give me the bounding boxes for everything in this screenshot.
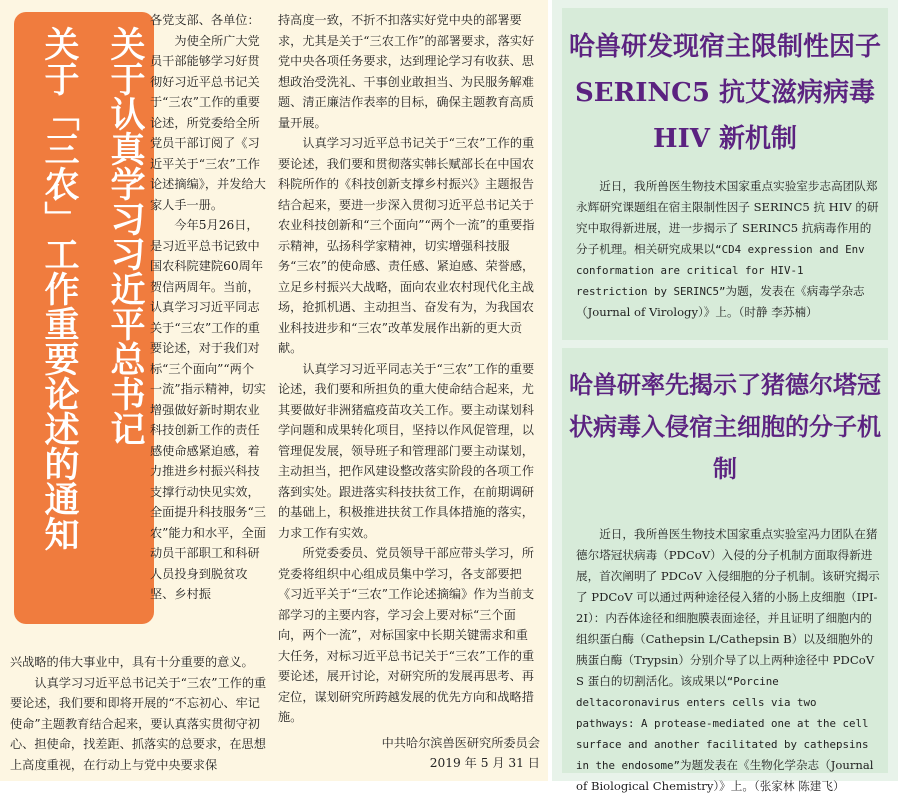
notice-paragraph: 认真学习习近平总书记关于“三农”工作的重要论述，我们要和贯彻落实韩长赋部长在中国农科院所作的《科技创新支撑乡村振兴》主题报告结合起来，要进一步深入贯彻习近平总书记关于农业科技创新和“三个面向”“两个一流”的重要指示精神，弘扬科学家精神，切实增强科技服务“三农”的使命感、责任感、紧迫感、荣誉感，立足乡村振兴大战略，面向农业农村现代化主战场，抢抓机遇、主动担当、奋发有为，为我国农业科技进步和“三农”改革发展作出新的更大贡献。 <box>278 136 535 355</box>
news-article-pdcov <box>562 348 888 793</box>
article-body-text: 近日，我所兽医生物技术国家重点实验室冯力团队在猪德尔塔冠状病毒（PDCoV）入侵的分子机制方面取得新进展，首次阐明了 PDCoV 入侵细胞的分子机制。该研究揭示了 PDCoV 可以通过两种途径侵入猪的小肠上皮细胞（IPI-2I）：内吞体途径和细胞膜表面途径，并且证明了细胞内的组织蛋白酶（Cathepsin L/Cathepsin B）以及细胞外的胰蛋白酶（Trypsin）分别介导了以上两种途径中 PDCoV S 蛋白的切割活化。该成果以 <box>576 527 880 688</box>
news-article-serinc5 <box>562 8 888 340</box>
article-body <box>576 524 880 797</box>
notice-column-2 <box>278 10 540 728</box>
notice-title-line2: 关于「三农」工作重要论述的通知 <box>39 26 79 551</box>
notice-salutation: 各党支部、各单位： <box>150 13 260 27</box>
notice-bottom-block <box>10 652 270 775</box>
notice-paragraph: 为使全所广大党员干部能够学习好贯彻好习近平总书记关于“三农”工作的重要论述，所党委给全所党员干部订阅了《习近平关于“三农”工作论述摘编》，并发给大家人手一册。 <box>150 33 266 212</box>
notice-paragraph: 今年5月26日，是习近平总书记致中国农科院建院60周年贺信两周年。当前，认真学习习近平同志关于“三农”工作的重要论述，对于我们对标“三个面向”“两个一流”指示精神，切实增强做好新时期农业科技创新工作的责任感使命感紧迫感，着力推进乡村振兴科技支撑行动快见实效，全面提升科技服务“三农”能力和水平，全面动员干部职工和科研人员投身到脱贫攻坚、乡村振 <box>150 218 266 601</box>
notice-signature <box>330 733 540 773</box>
notice-title-banner <box>14 12 154 624</box>
notice-paragraph: 认真学习习近平同志关于“三农”工作的重要论述，我们要和所担负的重大使命结合起来，尤其要做好非洲猪瘟疫苗攻关工作。要主动谋划科学问题和成果转化项目，坚持以作风促管理，以管理促发展，领导班子和管理部门要主动谋划，主动担当，把作风建设整改落实阶段的各项工作落到实处。跟进落实科技扶贫工作，在前期调研的基础上，积极推进扶贫工作具体措施的落实，力求工作有实效。 <box>278 361 535 540</box>
notice-paragraph: 兴战略的伟大事业中，具有十分重要的意义。 <box>10 655 254 669</box>
notice-paragraph: 认真学习习近平总书记关于“三农”工作的重要论述，我们要和即将开展的“不忘初心、牢记使命”主题教育结合起来，要认真落实贯彻守初心、担使命，找差距、抓落实的总要求，在思想上高度重视，在行动上与党中央要求保 <box>10 675 267 772</box>
article-title: 哈兽研率先揭示了猪德尔塔冠状病毒入侵宿主细胞的分子机制 <box>569 371 881 483</box>
article-title: 哈兽研发现宿主限制性因子 SERINC5 抗艾滋病病毒 HIV 新机制 <box>568 32 881 154</box>
article-body-end: 为题，发表在《病毒学杂志（Journal of Virology）》上。（时静 李苏楠） <box>576 284 865 319</box>
notice-paragraph: 持高度一致，不折不扣落实好党中央的部署要求，尤其是关于“三农工作”的部署要求，落实好党中央各项任务要求，达到理论学习有收获、思想政治受洗礼、干事创业敢担当、为民服务解难题、清正廉洁作表率的目标，确保主题教育高质量开展。 <box>278 13 535 130</box>
article-body-text: 近日，我所兽医生物技术国家重点实验室步志高团队郑永辉研究课题组在宿主限制性因子 SERINC5 抗 HIV 的研究中取得新进展，进一步揭示了 SERINC5 抗病毒作用的分子机理。相关研究成果以 <box>576 179 879 256</box>
article-paper-title: “Porcine deltacoronavirus enters cells via two pathways: A protease-mediated one at the cell surface and another facilitated by cathepsins in the endosome” <box>576 675 869 772</box>
notice-title-line1: 关于认真学习习近平总书记 <box>105 26 145 446</box>
article-paper-title: “CD4 expression and Env conformation are critical for HIV-1 restriction by SERINC5” <box>576 243 865 298</box>
article-body <box>576 176 880 323</box>
signature-date: 2019 年 5 月 31 日 <box>429 756 540 770</box>
signature-org: 中共哈尔滨兽医研究所委员会 <box>381 736 540 750</box>
news-panel <box>552 0 898 793</box>
notice-paragraph: 所党委委员、党员领导干部应带头学习，所党委将组织中心组成员集中学习，各支部要把《习近平关于“三农”工作论述摘编》作为当前支部学习的主要内容，学习会上要对标“三个面向，两个一流”，对标国家中长期关键需求和重大任务，对标习近平总书记关于“三农”工作的重要论述，展开讨论，对研究所的发展再思考、再定位，谋划研究所跨越发展的优先方向和战略措施。 <box>278 546 535 724</box>
notice-column-1 <box>150 10 266 605</box>
article-body-end: 为题发表在《生物化学杂志（Journal of Biological Chemistry）》上。（张家林 陈建飞） <box>576 758 874 793</box>
